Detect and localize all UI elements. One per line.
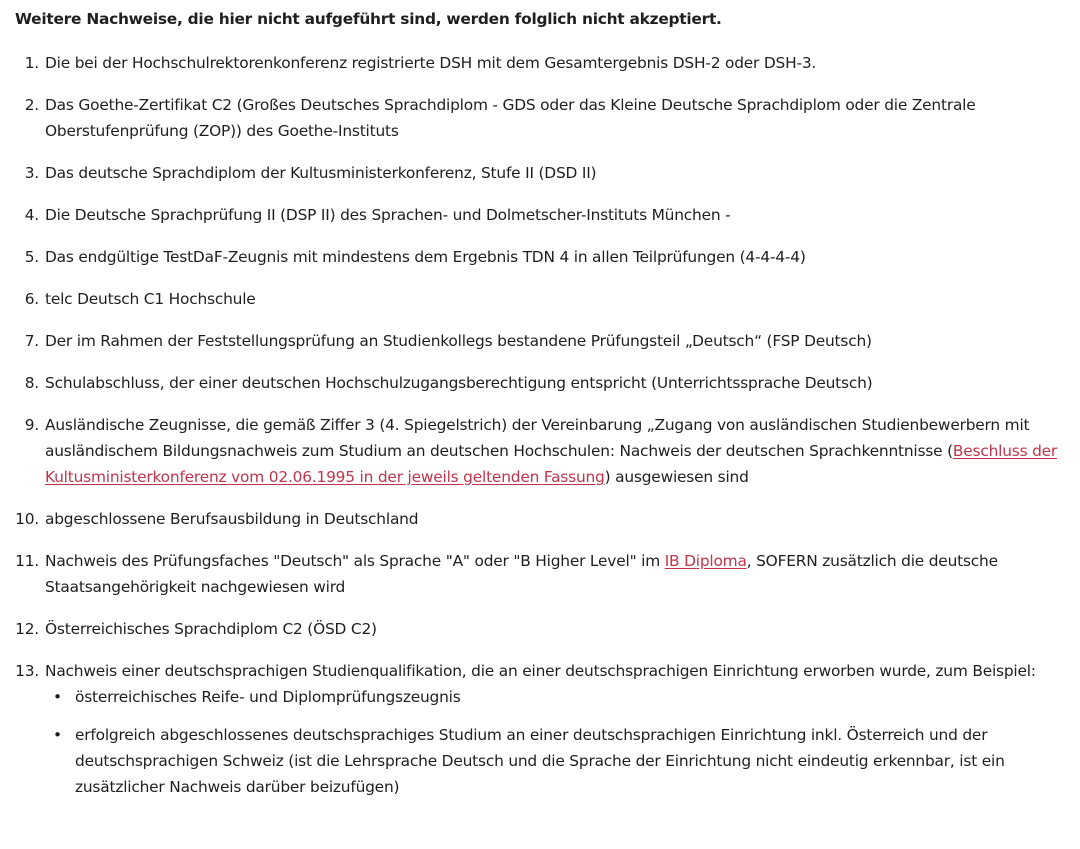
bullet-icon: • [53, 726, 62, 744]
item-text-after: ) ausgewiesen sind [604, 468, 749, 486]
item-number: 1. [24, 54, 39, 72]
item-text: Österreichisches Sprachdiplom C2 (ÖSD C2) [45, 620, 377, 638]
requirements-list [15, 50, 1070, 800]
item-number: 7. [24, 332, 39, 350]
sub-item-text: erfolgreich abgeschlossenes deutschsprachiges Studium an einer deutschsprachigen Einrichtung inkl. Österreich und der deutschsprachigen Schweiz (ist die Lehrsprache Deutsch und die Sprache der Einrichtung nicht eindeutig erkennbar, ist ein zusätzlicher Nachweis darüber beizufügen) [75, 726, 1005, 796]
sub-list-item [45, 722, 1070, 800]
item-number: 10. [15, 510, 39, 528]
item-number: 3. [24, 164, 39, 182]
item-text: Das endgültige TestDaF-Zeugnis mit mindestens dem Ergebnis TDN 4 in allen Teilprüfungen (4-4-4-4) [45, 248, 806, 266]
kmk-resolution-link[interactable]: Beschluss der Kultusministerkonferenz vom 02.06.1995 in der jeweils geltenden Fassung [45, 442, 1058, 486]
item-number: 11. [15, 552, 39, 570]
item-text: Der im Rahmen der Feststellungsprüfung an Studienkollegs bestandene Prüfungsteil „Deutsch“ (FSP Deutsch) [45, 332, 872, 350]
list-item [15, 328, 1070, 354]
item-number: 6. [24, 290, 39, 308]
item-number: 4. [24, 206, 39, 224]
item-text: Schulabschluss, der einer deutschen Hochschulzugangsberechtigung entspricht (Unterrichtssprache Deutsch) [45, 374, 873, 392]
item-text: Das deutsche Sprachdiplom der Kultusministerkonferenz, Stufe II (DSD II) [45, 164, 597, 182]
ib-diploma-link[interactable]: IB Diploma [664, 552, 747, 570]
item-number: 13. [15, 662, 39, 680]
list-item [15, 370, 1070, 396]
list-item [15, 616, 1070, 642]
sub-list-item [45, 684, 1070, 710]
list-item [15, 202, 1070, 228]
item-text: abgeschlossene Berufsausbildung in Deutschland [45, 510, 419, 528]
list-item [15, 92, 1070, 144]
sub-list [45, 684, 1070, 800]
list-item [15, 658, 1070, 800]
sub-item-text: österreichisches Reife- und Diplomprüfungszeugnis [75, 688, 461, 706]
list-item [15, 160, 1070, 186]
item-number: 5. [24, 248, 39, 266]
list-item [15, 244, 1070, 270]
item-text: Nachweis einer deutschsprachigen Studienqualifikation, die an einer deutschsprachigen Einrichtung erworben wurde, zum Beispiel: [45, 662, 1036, 680]
item-number: 8. [24, 374, 39, 392]
item-text: telc Deutsch C1 Hochschule [45, 290, 256, 308]
list-item [15, 286, 1070, 312]
list-item [15, 412, 1070, 490]
list-item [15, 506, 1070, 532]
item-number: 12. [15, 620, 39, 638]
item-number: 9. [24, 416, 39, 434]
item-text-before: Nachweis des Prüfungsfaches "Deutsch" als Sprache "A" oder "B Higher Level" im [45, 552, 665, 570]
list-item [15, 548, 1070, 600]
item-text: Die bei der Hochschulrektorenkonferenz registrierte DSH mit dem Gesamtergebnis DSH-2 oder DSH-3. [45, 54, 817, 72]
item-text: Das Goethe-Zertifikat C2 (Großes Deutsches Sprachdiplom - GDS oder das Kleine Deutsche Sprachdiplom oder die Zentrale Oberstufenprüfung (ZOP)) des Goethe-Instituts [45, 96, 976, 140]
item-number: 2. [24, 96, 39, 114]
item-text-after: , SOFERN zusätzlich die deutsche Staatsangehörigkeit nachgewiesen wird [45, 552, 998, 596]
list-item [15, 50, 1070, 76]
bullet-icon: • [53, 688, 62, 706]
intro-heading: Weitere Nachweise, die hier nicht aufgeführt sind, werden folglich nicht akzeptiert. [15, 10, 722, 28]
item-text-before: Ausländische Zeugnisse, die gemäß Ziffer 3 (4. Spiegelstrich) der Vereinbarung „Zugang von ausländischen Studienbewerbern mit ausländischem Bildungsnachweis zum Studium an deutschen Hochschulen: Nachweis der deutschen Sprachkenntnisse ( [45, 416, 1030, 460]
item-text: Die Deutsche Sprachprüfung II (DSP II) des Sprachen- und Dolmetscher-Instituts München - [45, 206, 731, 224]
